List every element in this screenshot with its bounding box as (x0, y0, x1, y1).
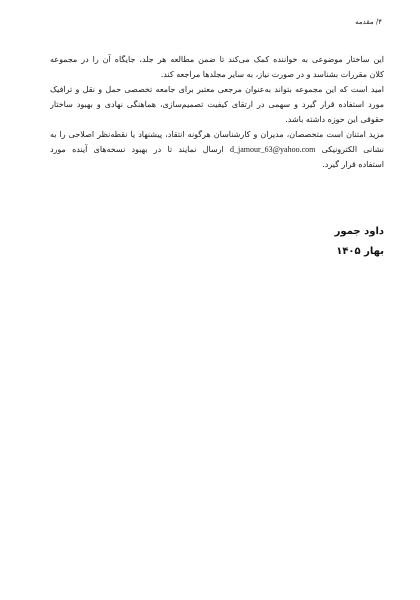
paragraph-line: مورد استفاده قرار گیرد و سهمی در ارتقای کیفیت تصمیم‌سازی، هماهنگی نهادی و بهبود ساختار (50, 100, 384, 109)
paragraph-line-email (50, 142, 384, 157)
paragraph-line: استفاده قرار گیرد. (322, 160, 384, 169)
signature-date: بهار ۱۴۰۵ (336, 246, 384, 257)
running-head: ۴/ مقدمه (355, 18, 382, 26)
signature-block (335, 222, 384, 262)
paragraph-line: مزید امتنان است متخصصان، مدیران و کارشناسان هرگونه انتقاد، پیشنهاد یا نقطه‌نظر اصلاحی را به (50, 130, 384, 139)
paragraph-line: حقوقی این حوزه داشته باشد. (285, 115, 384, 124)
email-address: d_jamour_63@yahoo.com (229, 145, 316, 154)
body-text (50, 52, 384, 172)
paragraph-structure (50, 52, 384, 82)
paragraph-hope (50, 82, 384, 127)
paragraph-feedback (50, 127, 384, 172)
author-name: داود جمور (334, 226, 384, 237)
paragraph-line: امید است که این مجموعه بتواند به‌عنوان مرجعی معتبر برای جامعه تخصصی حمل و نقل و ترافیک (50, 85, 384, 94)
paragraph-line: این ساختار موضوعی به خواننده کمک می‌کند تا ضمن مطالعه هر جلد، جایگاه آن را در مجموعه (50, 55, 384, 64)
email-suffix-text: ارسال نمایند تا در بهبود نسخه‌های آینده مورد (50, 145, 224, 154)
paragraph-line: کلان مقررات بشناسد و در صورت نیاز، به سایر مجلدها مراجعه کند. (160, 70, 384, 79)
email-prefix-text: نشانی الکترونیکی (321, 145, 384, 154)
